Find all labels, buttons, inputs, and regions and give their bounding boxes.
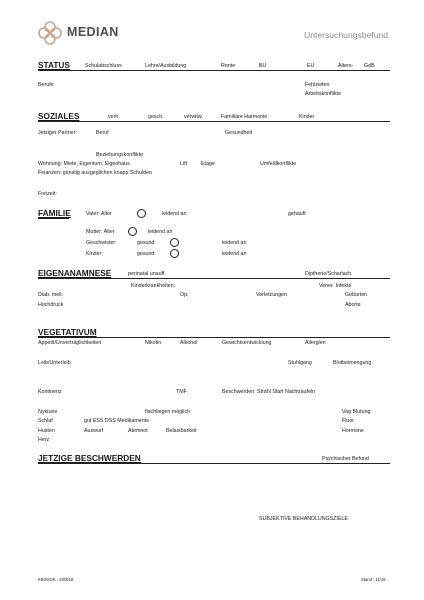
section-heading-vegetativum: VEGETATIVUM xyxy=(38,327,97,337)
label-familiaere-harmonie: Familiäre Harmonie xyxy=(221,114,268,120)
section-heading-familie: FAMILIE xyxy=(38,208,71,218)
checkbox-vater[interactable] xyxy=(137,209,146,218)
label-partner-beruf: Beruf xyxy=(96,130,109,136)
label-arbeitskonflikte: Arbeitskonflikte xyxy=(305,91,341,97)
label-fehlzeiten: Fehlzeiten xyxy=(305,82,330,88)
label-kinder: Kinder xyxy=(299,114,315,120)
label-schlaf-optionen: gut ESS DSS Medikamente xyxy=(84,418,150,424)
section-rule-jetzige xyxy=(38,463,390,464)
label-atemnot: Atemnot xyxy=(128,428,148,434)
label-geschwister: Geschwister: xyxy=(86,240,117,246)
checkbox-kinder[interactable] xyxy=(170,249,179,258)
section-rule-status xyxy=(38,70,390,71)
label-fluor: Fluor xyxy=(342,418,355,424)
label-nykturie: Nykturie xyxy=(38,409,58,415)
label-beschwerden: Beschwerden: Strahl Start Nachträufeln xyxy=(222,389,316,395)
label-geschwister-leidend: leidend an xyxy=(222,240,247,246)
label-partner: Jetziger Partner: xyxy=(38,130,77,136)
label-diab-mell: Diab. mell. xyxy=(38,292,64,298)
label-berufe: Berufe xyxy=(38,82,54,88)
footer-stand: Stand : 11/19 xyxy=(361,577,386,582)
section-rule-vegetativum xyxy=(38,337,390,338)
label-kinderkrankheiten: Kinderkrankheiten: xyxy=(131,283,176,289)
label-gesundheit: Gesundheit xyxy=(225,130,253,136)
label-wohnung: Wohnung: Miete, Eigentum, Eigenhaus xyxy=(38,161,130,167)
label-hochdruck: Hochdruck xyxy=(38,302,64,308)
document-title: Untersuchungsbefund xyxy=(304,30,389,40)
label-blutbeimengung: Blutbeimengung xyxy=(333,360,372,366)
label-freizeit: Freizeit: xyxy=(38,191,57,197)
label-perinatal: perinatal unauff. xyxy=(128,271,166,277)
label-nikotin: Nikotin xyxy=(145,340,162,346)
section-rule-familie xyxy=(38,218,69,219)
label-hormone: Hormone xyxy=(342,428,364,434)
label-mutter-alter: Mutter: Alter xyxy=(86,229,115,235)
label-vener-infekte: Vener. Infekte xyxy=(319,283,352,289)
label-eu: EU xyxy=(307,63,315,69)
median-logo-icon xyxy=(37,20,63,46)
checkbox-geschwister[interactable] xyxy=(170,238,179,247)
label-aborte: Aborte xyxy=(345,302,361,308)
label-geburten: Geburten xyxy=(345,292,368,298)
label-gesch: gesch. xyxy=(148,114,164,120)
label-tmf: TMF xyxy=(176,389,187,395)
label-mutter-leidend: leidend an xyxy=(148,229,173,235)
label-belastbarkeit: Belastbarkeit xyxy=(166,428,197,434)
section-heading-soziales: SOZIALES xyxy=(38,111,80,121)
label-kinder-familie: Kinder: xyxy=(86,251,103,257)
section-rule-soziales xyxy=(38,121,390,122)
brand-name: MEDIAN xyxy=(67,25,119,39)
label-verh: verh. xyxy=(108,114,120,120)
label-diptherie: Diptherie/Scharlach xyxy=(305,271,352,277)
section-heading-status: STATUS xyxy=(38,60,70,70)
label-lehre: Lehre/Ausbildung xyxy=(145,63,187,69)
label-gewichtsentwicklung: Gewichtsentwicklung xyxy=(222,340,272,346)
label-kinder-leidend: leidend an xyxy=(222,251,247,257)
label-alkohol: Alkohol xyxy=(180,340,198,346)
label-husten: Husten xyxy=(38,428,55,434)
checkbox-mutter[interactable] xyxy=(128,227,137,236)
label-gehaeuft: gehäuft xyxy=(288,211,306,217)
label-gdb: GdB xyxy=(364,63,375,69)
label-leib-unterleib: Leib/Unterleib xyxy=(38,360,71,366)
label-stuhlgang: Stuhlgang xyxy=(288,360,312,366)
footer-code: KBOSOK - 200518 xyxy=(38,577,74,582)
section-heading-eigenanamnese: EIGENANAMNESE xyxy=(38,268,112,278)
label-allergien: Allergien xyxy=(305,340,326,346)
label-schulabschluss: Schulabschluss xyxy=(85,63,122,69)
label-kontinenz: Kontinenz xyxy=(38,389,62,395)
label-schlaf: Schlaf xyxy=(38,418,53,424)
label-alters: Alters- xyxy=(338,63,354,69)
label-vag-blutung: Vag Blutung xyxy=(342,409,371,415)
label-kinder-gesund: gesund xyxy=(137,251,155,257)
label-umfeldkonflikte: Umfeldkonflikte xyxy=(260,161,297,167)
label-op: Op. xyxy=(180,292,189,298)
label-etage: Etage xyxy=(201,161,215,167)
label-rente: Rente xyxy=(221,63,236,69)
label-subjektive-ziele: SUBJEKTIVE BEHANDLUNGSZIELE xyxy=(259,516,348,522)
section-rule-eigenanamnese xyxy=(38,278,390,279)
label-finanzen: Finanzen: günstig ausgeglichen knapp Schulden xyxy=(38,170,152,176)
label-psychischer-befund: Psychischer Befund xyxy=(322,456,369,462)
label-bu: BU xyxy=(259,63,267,69)
label-herz: Herz xyxy=(38,437,50,443)
label-verletzungen: Verletzungen xyxy=(256,292,287,298)
label-verwitw: verwitw. xyxy=(184,114,203,120)
label-appetit: Appetit/Unverträglichkeiten xyxy=(38,340,102,346)
label-auswurf: Auswurf xyxy=(84,428,104,434)
label-beziehungskonflikte: Beziehungskonflikte xyxy=(96,152,144,158)
section-heading-jetzige-beschwerden: JETZIGE BESCHWERDEN xyxy=(38,453,141,463)
label-flachliegen: flachliegen möglich xyxy=(145,409,191,415)
label-lift: Lift xyxy=(180,161,188,167)
label-vater-leidend: leidend an xyxy=(162,211,187,217)
label-geschwister-gesund: gesund xyxy=(137,240,155,246)
label-vater-alter: Vater: Alter xyxy=(86,211,112,217)
